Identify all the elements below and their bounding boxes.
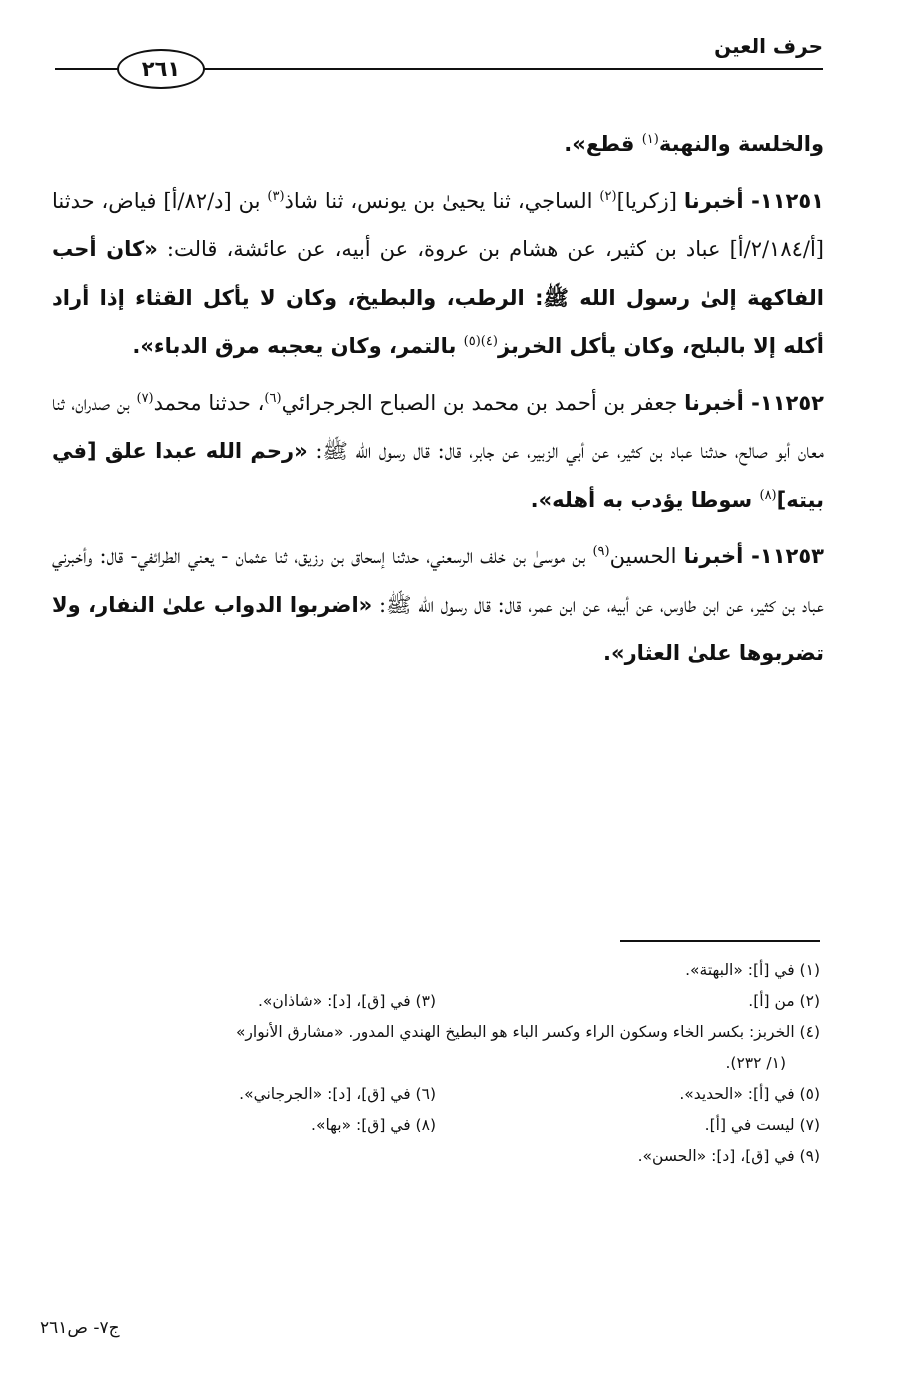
footnote-6: (٦) في [ق]، [د]: «الجرجاني». bbox=[239, 1085, 436, 1103]
footnote-5: (٥) في [أ]: «الحديد». bbox=[679, 1085, 820, 1103]
isnad-text: الساجي، ثنا يحيىٰ بن يونس، ثنا شاذ bbox=[284, 188, 600, 213]
intro-paragraph bbox=[52, 120, 824, 169]
footnotes bbox=[52, 955, 820, 1172]
footnote-4-continued: (١/ ٢٣٢). bbox=[725, 1054, 786, 1072]
page-number: ٢٦١ bbox=[141, 57, 181, 81]
akhbarana-label: أخبرنا bbox=[683, 188, 744, 213]
footnote-8: (٨) في [ق]: «بها». bbox=[311, 1116, 436, 1134]
matn-text: «اضربوا الدواب علىٰ النفار، ولا تضربوها علىٰ العثار». bbox=[52, 592, 824, 665]
header-rule bbox=[195, 68, 823, 70]
footnote-ref-8: (٨) bbox=[759, 487, 777, 503]
hadith-11251 bbox=[52, 177, 824, 371]
footnote-ref-2: (٢) bbox=[599, 188, 617, 204]
page-header bbox=[55, 28, 823, 88]
hadith-number: ١١٢٥٢- bbox=[743, 390, 824, 415]
intro-text-b: قطع». bbox=[564, 132, 642, 156]
akhbarana-label: أخبرنا bbox=[683, 544, 744, 568]
footnote-separator bbox=[620, 940, 820, 942]
hadith-11252 bbox=[52, 379, 824, 525]
intro-text-a: والخلسة والنهبة bbox=[658, 132, 824, 156]
footnote-3: (٣) في [ق]، [د]: «شاذان». bbox=[257, 992, 436, 1010]
isnad-text: بن [د/٨٢/أ] فياض، حدثنا [أ/٢/١٨٤/أ] عباد بن كثير، عن هشام بن عروة، عن أبيه، عن عائشة، قالت: bbox=[52, 188, 824, 261]
footnote-ref-9: (٩) bbox=[592, 544, 610, 559]
isnad-text: بن صدران، ثنا معان أبو صالح، حدثنا عباد بن كثير، عن أبي الزبير، عن جابر، قال: قال رسول الله ﷺ: bbox=[52, 390, 824, 463]
hadith-number: ١١٢٥١- bbox=[743, 188, 824, 213]
isnad-text: [زكريا] bbox=[616, 188, 684, 213]
matn-text: بالتمر، وكان يعجبه مرق الدباء». bbox=[132, 334, 464, 358]
matn-text: «رحم الله عبدا علق [في بيته] bbox=[52, 439, 824, 512]
matn-text: «كان أحب الفاكهة إلىٰ رسول الله ﷺ: الرطب، والبطيخ، وكان لا يأكل القثاء إذا أراد أكله إلا بالبلح، وكان يأكل الخربز bbox=[52, 237, 824, 358]
footnote-7: (٧) ليست في [أ]. bbox=[704, 1116, 820, 1134]
matn-text: سوطا يؤدب به أهله». bbox=[530, 487, 760, 512]
footnote-ref-6: (٦) bbox=[264, 390, 282, 406]
footnote-ref-1: (١) bbox=[641, 132, 659, 147]
footnote-9: (٩) في [ق]، [د]: «الحسن». bbox=[637, 1147, 820, 1165]
isnad-text: بن موسىٰ بن خلف الرسعني، حدثنا إسحاق بن رزيق، ثنا عثمان - يعني الطرائفي- قال: وأخبرني عباد بن كثير، عن ابن طاوس، عن أبيه، عن ابن عمر، قال: قال رسول الله ﷺ: bbox=[52, 544, 824, 617]
hadith-number: ١١٢٥٣- bbox=[743, 544, 824, 568]
footnote-ref-7: (٧) bbox=[136, 390, 154, 406]
footnote-ref-4-5: (٤)(٥) bbox=[463, 334, 498, 349]
footnote-ref-3: (٣) bbox=[267, 188, 285, 204]
footnote-2: (٢) من [أ]. bbox=[748, 992, 820, 1010]
footnote-4: (٤) الخربز: بكسر الخاء وسكون الراء وكسر الباء هو البطيخ الهندي المدور. «مشارق الأنوار» bbox=[235, 1023, 820, 1041]
isnad-text: جعفر بن أحمد بن محمد بن الصباح الجرجرائي bbox=[281, 390, 685, 415]
isnad-text: ، حدثنا محمد bbox=[153, 390, 265, 415]
hadith-11253 bbox=[52, 532, 824, 678]
akhbarana-label: أخبرنا bbox=[684, 390, 744, 415]
page-number-oval bbox=[117, 49, 205, 89]
chapter-title: حرف العين bbox=[714, 34, 823, 58]
main-text bbox=[52, 120, 824, 686]
isnad-text: الحسين bbox=[609, 544, 684, 568]
footnote-1: (١) في [أ]: «البهتة». bbox=[685, 961, 820, 979]
header-rule-left bbox=[55, 68, 120, 70]
page-reference: ج٧- ص٢٦١ bbox=[40, 1318, 120, 1338]
